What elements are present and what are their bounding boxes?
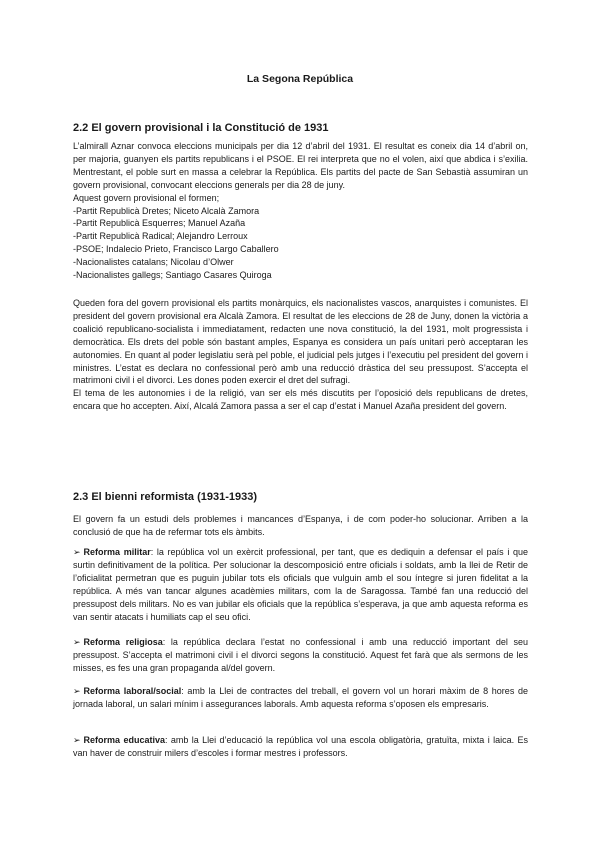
arrow-bullet-icon: ➢ [73,686,81,696]
reform-military [73,546,528,623]
arrow-bullet-icon: ➢ [73,637,81,647]
paragraph-autonomies: El tema de les autonomies i de la religió, van ser els més discutits per l’oposició dels republicans de dretes, encara que ho accepten. Així, Alcalá Zamora passa a ser el cap d’estat i Manuel Azaña president del govern. [73,388,528,412]
reform-text: : la república declara l’estat no confessional i amb una reducció important del seu pressupost. S’accepta el matrimoni civil i el divorci segons la constitució. Aquest fet farà que als sermons de les misses, es fes una gran propaganda al/del govern. [73,637,528,673]
paragraph-govern-intro: Aquest govern provisional el formen; [73,192,220,203]
document-title: La Segona República [246,73,354,85]
reform-religious [73,636,528,675]
reform-labour [73,685,528,711]
arrow-bullet-icon: ➢ [73,547,81,557]
reform-education [73,734,528,760]
reform-text: : amb la Llei d’educació la república vol una escola obligatòria, gratuïta, mixta i laica. Es van haver de construir milers d’escoles i formar mestres i professors. [73,735,528,758]
section-heading-govern-provisional: 2.2 El govern provisional i la Constitució de 1931 [73,122,329,134]
list-item: -Partit Republicà Dretes; Niceto Alcalà Zamora [73,205,260,216]
reform-label: Reforma religiosa [83,637,163,647]
paragraph-constitucio: Queden fora del govern provisional els partits monàrquics, els nacionalistes vascos, anarquistes i comunistes. El president del govern provisional era Alcalà Zamora. El resultat de les eleccions de 28 de Juny, donen la victòria a coalició republicano-socialista i immediatament, redacten une nova constitució, la del 1931, molt progressista i democràtica. Els drets del poble són bastant amples, Espanya es considera un país unitari però acceptaran les autonomies. En quant al poder legislatiu serà pel poble, el judicial pels jutges i l’executiu pel president del govern i ministres. L’estat es declara no confessional però amb una reducció dràstica del seu pressupost. S’accepta el matrimoni civil i el divorci. Les dones poden exercir el dret del sufragi. [73,298,528,386]
list-item: -Partit Republicà Radical; Alejandro Lerroux [73,231,248,242]
list-item: -PSOE; Indalecio Prieto, Francisco Largo Caballero [73,244,279,255]
reform-text: : la república vol un exèrcit professional, per tant, que es dediquin a defensar el país i que surtin definitivament de la política. Per solucionar la descomposició entre oficials i soldats, amb la llei de Retir de l’oficialitat permetran que es puguin jubilar tots els oficials que vulguin amb el sou íntegre si juren fidelitat a la república. A més van tancar algunes acadèmies militars, com la de Saragossa. També fan una reducció del pressupost dels militars. No es van jubilar els oficials que la república s’esperava, ja que amb aquesta reforma es van sentir atacats i humiliats cap el seu ofici. [73,547,528,622]
reform-text: : amb la Llei de contractes del treball, el govern vol un horari màxim de 8 hores de jornada laboral, un salari mínim i assegurances laborals. Amb aquesta reforma s’oposen els empresaris. [73,686,528,709]
party-list [73,205,528,282]
reform-label: Reforma educativa [83,735,165,745]
paragraph-bienni-intro: El govern fa un estudi dels problemes i mancances d’Espanya, i de com poder-ho solucionar. Arriben a la conclusió de que ha de refermar tots els àmbits. [73,514,528,537]
section-govern-provisional-body [73,140,528,282]
section-constitucio-body [73,297,528,413]
list-item: -Nacionalistes catalans; Nicolau d’Olwer [73,257,234,268]
arrow-bullet-icon: ➢ [73,735,81,745]
section-bienni-intro [73,513,528,539]
reform-label: Reforma laboral/social [83,686,182,696]
reform-label: Reforma militar [83,547,151,557]
list-item: -Nacionalistes gallegs; Santiago Casares Quiroga [73,270,272,281]
paragraph-eleccions: L’almirall Aznar convoca eleccions municipals per dia 12 d’abril del 1931. El resultat es coneix dia 14 d’abril on, per majoria, guanyen els partits republicans i el PSOE. El rei interpreta que no el volen, així que abdica i s’exilia. Mentrestant, el poble surt en massa a celebrar la República. Els partits del pacte de San Sebastià assumiran un govern provisional, convocant eleccions generals per dia 28 de juny. [73,141,528,190]
list-item: -Partit Republicà Esquerres; Manuel Azaña [73,218,246,229]
section-heading-bienni-reformista: 2.3 El bienni reformista (1931-1933) [73,491,258,503]
